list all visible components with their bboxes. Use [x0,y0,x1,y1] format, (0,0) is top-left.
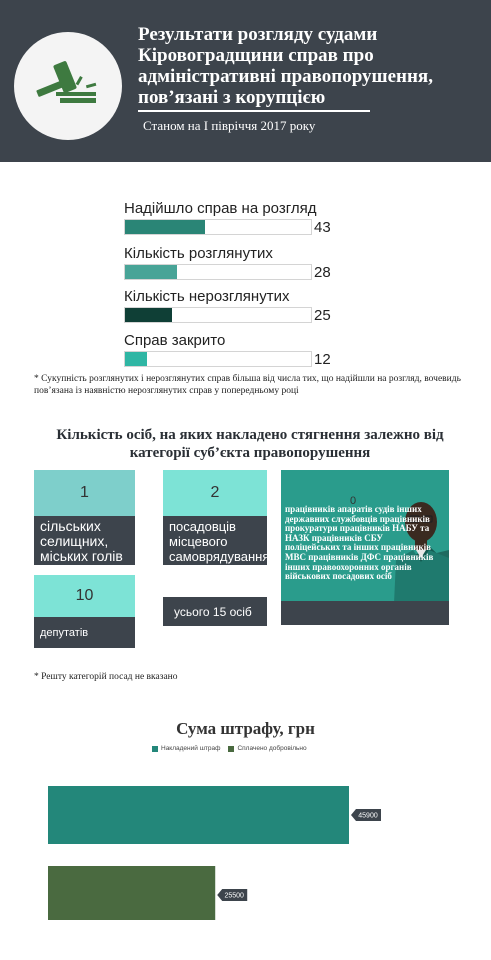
stat-bar-track [124,219,312,235]
card-category-list: працівників апаратів судів іншиx державних службовців працівників прокуратури працівників НАБУ та НАЗК працівників СБУ поліцейських та інших працівників МВС працівників ДФС працівників інших правоохоронних органів військових посадових осіб [285,504,434,582]
stat-value: 43 [314,219,331,236]
stat-bar-fill [125,265,177,279]
legend-swatch [228,746,234,752]
data-label: 45900 [358,812,378,820]
legend-label: Накладений штраф [161,745,221,752]
persons-footnote: * Решту категорій посад не вказано [34,672,178,682]
stat-reviewed [124,245,344,281]
card-label: депутатів [34,617,135,648]
chart-legend [152,745,315,752]
fine-bar [48,866,215,920]
card-deputies [34,575,135,648]
card-value: 0 [350,495,357,507]
legend-label: Сплачено добровільно [237,745,307,752]
stat-value: 12 [314,351,331,368]
fines-chart [0,760,491,920]
card-value: 10 [34,575,135,617]
page-title: Результати розгляду судами Кіровоградщини справ про адміністративні правопорушення, пов’язані з корупцією [138,24,433,108]
gavel-icon [14,32,122,140]
stat-label: Надійшло справ на розгляд [124,200,317,217]
stat-bar-track [124,351,312,367]
data-label: 25500 [224,892,244,900]
stat-label: Кількість нерозглянутих [124,288,290,305]
stat-bar-track [124,264,312,280]
logo [14,32,122,140]
stat-bar-track [124,307,312,323]
title-divider [138,110,370,112]
stat-closed [124,332,344,368]
card-value: 2 [163,470,267,516]
persons-section-title: Кількість осіб, на яких накладено стягнення залежно від категорії суб’єкта правопорушення [56,427,444,461]
legend-item [152,745,220,752]
legend-swatch [152,746,158,752]
card-footer-band [281,601,449,625]
stat-bar-fill [125,308,172,322]
card-village-heads [34,470,135,565]
stat-value: 28 [314,264,331,281]
card-other-categories [281,470,449,625]
legend-item [228,745,306,752]
chart-title: Сума штрафу, грн [176,719,315,738]
card-local-officials [163,470,270,565]
fine-bar [48,786,349,844]
stat-label: Справ закрито [124,332,226,349]
stat-bar-fill [125,220,205,234]
header-banner [0,0,491,162]
card-label: сільських селищних, міських голів [34,516,135,565]
stat-received [124,200,344,236]
page-subtitle: Станом на І півріччя 2017 року [143,118,316,133]
card-value: 1 [34,470,135,516]
card-label: посадовців місцевого самоврядування [163,516,267,565]
stats-footnote: * Сукупність розглянутих і нерозглянутих справ більша від числа тих, що надійшли на розгляд, вочевидь пов’язана із наявністю нерозглянутих справ у попередньому році [34,374,461,396]
stat-value: 25 [314,307,331,324]
total-persons: усього 15 осіб [163,597,267,626]
stat-unreviewed [124,288,344,324]
stat-bar-fill [125,352,147,366]
stat-label: Кількість розглянутих [124,245,273,262]
